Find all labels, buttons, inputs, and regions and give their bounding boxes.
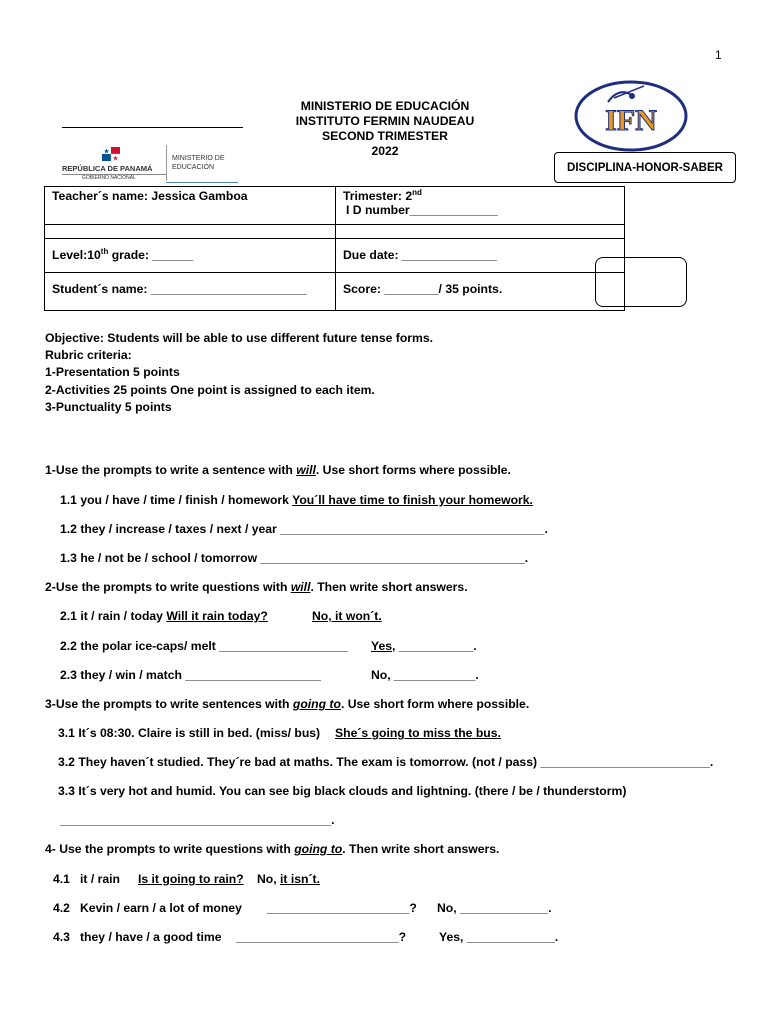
trimester-cell — [336, 187, 625, 225]
document-header — [270, 99, 500, 159]
item-answer: She´s going to miss the bus. — [335, 726, 501, 740]
level-grade-field[interactable]: grade: ______ — [108, 248, 194, 262]
rubric-item: 1-Presentation 5 points — [45, 365, 180, 379]
item-prompt: Kevin / earn / a lot of money — [80, 901, 242, 915]
exercise-item-3-1: 3.1 It´s 08:30. Claire is still in bed. (miss/ bus) — [58, 726, 321, 740]
trimester-sup: nd — [412, 187, 422, 197]
objective-text: Objective: Students will be able to use different future tense forms. — [45, 331, 434, 345]
item-prompt: 1.1 you / have / time / finish / homework — [60, 493, 293, 507]
instruction-text: . Use short forms where possible. — [315, 463, 511, 477]
instruction-keyword: will — [296, 463, 316, 477]
school-logo-letters: IFN — [605, 104, 657, 137]
instruction-text: . Use short form where possible. — [340, 697, 530, 711]
ministry-label-1: MINISTERIO DE — [172, 155, 225, 162]
item-number: 4.1 — [53, 872, 70, 886]
rubric-item: 3-Punctuality 5 points — [45, 400, 172, 414]
blank-line — [62, 127, 243, 128]
page-number: 1 — [715, 48, 722, 62]
score-field[interactable]: Score: ________/ 35 points. — [336, 273, 625, 311]
exercise-item-2-3[interactable]: 2.3 they / win / match ____________________ — [60, 668, 321, 682]
logo-separator — [166, 145, 167, 181]
level-label: Level:10 — [52, 248, 101, 262]
header-trimester: SECOND TRIMESTER — [322, 129, 448, 143]
exercise-item-3-3-blank[interactable]: ________________________________________. — [60, 813, 335, 827]
header-year: 2022 — [371, 144, 399, 158]
panama-flag-icon — [102, 147, 120, 161]
exercise-item-1-3[interactable]: 1.3 he / not be / school / tomorrow _______________________________________. — [60, 551, 529, 565]
item-question-blank[interactable]: _____________________? — [267, 901, 417, 915]
item-blank: ___________. — [395, 639, 477, 653]
section-1-instructions — [45, 463, 511, 477]
item-prompt: it / rain — [80, 872, 120, 886]
item-answer: You´ll have time to finish your homework. — [292, 493, 533, 507]
logo-underline — [166, 182, 238, 183]
section-4-instructions — [45, 842, 499, 856]
item-question-blank[interactable]: ________________________? — [236, 930, 407, 944]
item-short-answer — [257, 872, 320, 886]
motto-text: DISCIPLINA-HONOR-SABER — [567, 161, 723, 174]
header-institute: INSTITUTO FERMIN NAUDEAU — [295, 114, 475, 128]
instruction-keyword: going to — [294, 842, 343, 856]
exercise-item-3-3: 3.3 It´s very hot and humid. You can see big black clouds and lightning. (there / be / thunderstorm) — [58, 784, 627, 798]
item-short-answer: No, it won´t. — [312, 609, 382, 623]
item-answer-prefix: No, — [257, 872, 281, 886]
level-cell — [45, 239, 336, 273]
empty-cell — [336, 225, 625, 239]
exercise-item-2-2[interactable]: 2.2 the polar ice-caps/ melt ___________________ — [60, 639, 348, 653]
item-prompt: they / have / a good time — [80, 930, 222, 944]
instruction-text: . Then write short answers. — [310, 580, 468, 594]
school-logo-icon — [574, 80, 688, 152]
item-answer-blank[interactable]: Yes, _____________. — [439, 930, 559, 944]
item-question: Will it rain today? — [166, 609, 268, 623]
teacher-name: Teacher´s name: Jessica Gamboa — [52, 189, 248, 203]
item-answer: it isn´t. — [280, 872, 320, 886]
header-ministry: MINISTERIO DE EDUCACIÓN — [300, 99, 470, 113]
instruction-text: 4- Use the prompts to write questions with — [45, 842, 295, 856]
exercise-item-1-1 — [60, 493, 533, 507]
section-3-instructions — [45, 697, 529, 711]
rubric-title: Rubric criteria: — [45, 348, 132, 362]
republic-label: REPÚBLICA DE PANAMÁ — [62, 164, 153, 173]
item-prompt: 2.1 it / rain / today — [60, 609, 167, 623]
trimester-label: Trimester: 2 — [343, 189, 413, 203]
item-number: 4.2 — [53, 901, 70, 915]
item-number: 4.3 — [53, 930, 70, 944]
section-2-instructions — [45, 580, 468, 594]
rubric-item: 2-Activities 25 points One point is assigned to each item. — [45, 383, 375, 397]
score-box[interactable] — [595, 257, 687, 307]
student-info-table — [44, 186, 625, 311]
instruction-text: 3-Use the prompts to write sentences with — [45, 697, 293, 711]
exercise-item-2-1 — [60, 609, 268, 623]
instruction-text: . Then write short answers. — [342, 842, 500, 856]
instruction-keyword: will — [290, 580, 311, 594]
instruction-keyword: going to — [292, 697, 341, 711]
motto-box — [554, 152, 736, 183]
level-sup: th — [100, 246, 109, 256]
exercise-item-2-3-answer[interactable]: No, ____________. — [371, 668, 479, 682]
due-date-field[interactable]: Due date: ______________ — [336, 239, 625, 273]
ministry-label-2: EDUCACIÓN — [172, 164, 215, 171]
item-yes: Yes, — [371, 639, 396, 653]
student-name-field[interactable]: Student´s name: _______________________ — [45, 273, 336, 311]
item-answer-blank[interactable]: No, _____________. — [437, 901, 552, 915]
instruction-text: 2-Use the prompts to write questions with — [45, 580, 291, 594]
exercise-item-2-2-answer[interactable] — [371, 639, 477, 653]
item-question: Is it going to rain? — [138, 872, 244, 886]
government-logo — [62, 145, 252, 181]
teacher-cell — [45, 187, 336, 225]
instruction-text: 1-Use the prompts to write a sentence with — [45, 463, 297, 477]
government-label: GOBIERNO NACIONAL — [82, 175, 136, 181]
empty-cell — [45, 225, 336, 239]
id-number-field[interactable]: I D number_____________ — [346, 203, 498, 217]
exercise-item-3-2[interactable]: 3.2 They haven´t studied. They´re bad at maths. The exam is tomorrow. (not / pass) _________________________. — [58, 755, 714, 769]
exercise-item-1-2[interactable]: 1.2 they / increase / taxes / next / year _______________________________________. — [60, 522, 548, 536]
